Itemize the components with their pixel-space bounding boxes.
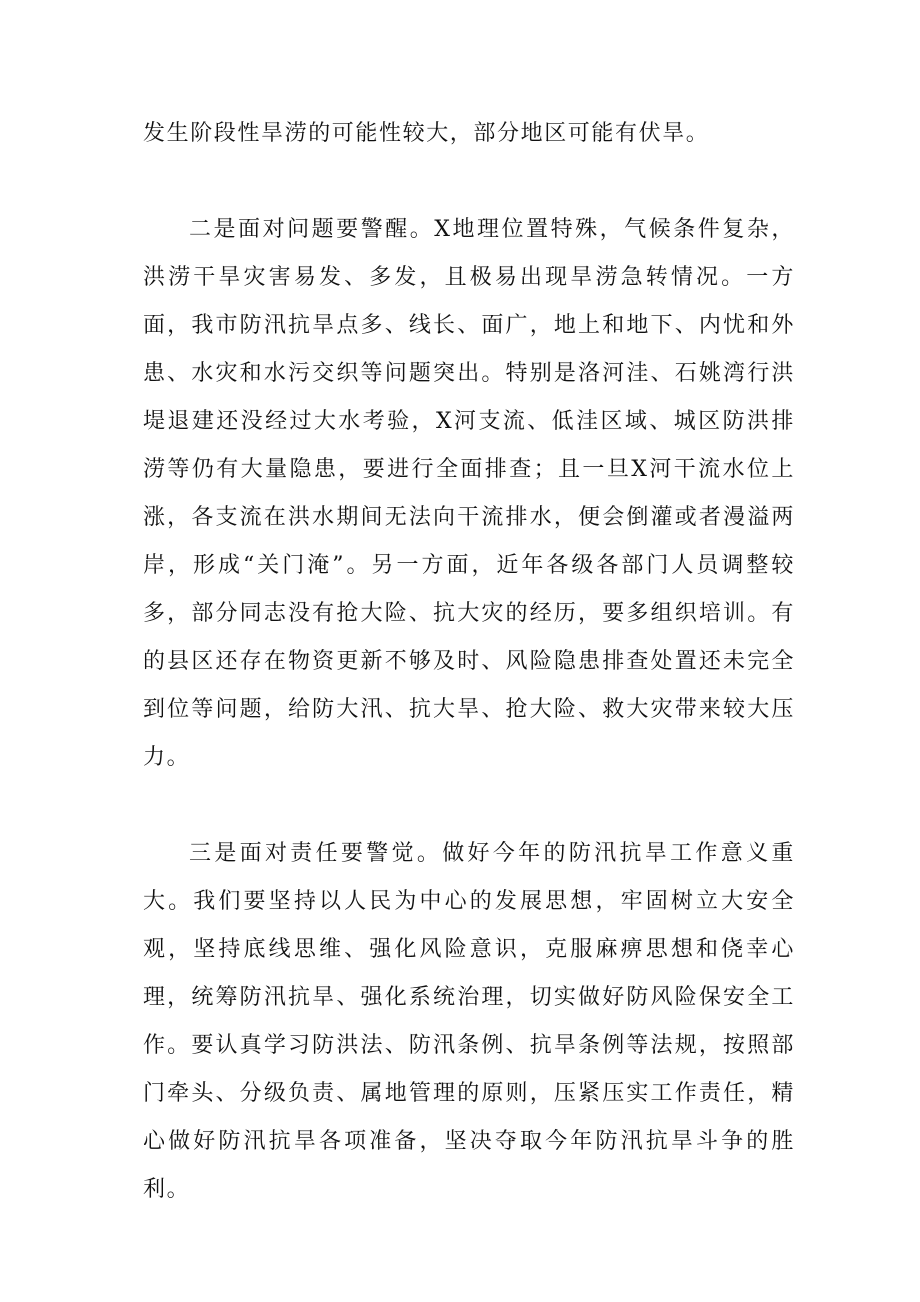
paragraph-continuation: 发生阶段性旱涝的可能性较大，部分地区可能有伏旱。: [143, 121, 710, 146]
paragraph-problem-awareness: 二是面对问题要警醒。X地理位置特殊，气候条件复杂，洪涝干旱灾害易发、多发，且极易出现旱涝急转情况。一方面，我市防汛抗旱点多、线长、面广，地上和地下、内忧和外患、水灾和水污交织等问题突出。特别是洛河洼、石姚湾行洪堤退建还没经过大水考验，X河支流、低洼区域、城区防洪排涝等仍有大量隐患，要进行全面排查；且一旦X河干流水位上涨，各支流在洪水期间无法向干流排水，便会倒灌或者漫溢两岸，形成“关门淹”。另一方面，近年各级各部门人员调整较多，部分同志没有抢大险、抗大灾的经历，要多组织培训。有的县区还存在物资更新不够及时、风险隐患排查处置还未完全到位等问题，给防大汛、抗大旱、抢大险、救大灾带来较大压力。: [143, 217, 795, 770]
paragraph-responsibility-awareness: 三是面对责任要警觉。做好今年的防汛抗旱工作意义重大。我们要坚持以人民为中心的发展思想，牢固树立大安全观，坚持底线思维、强化风险意识，克服麻痹思想和侥幸心理，统筹防汛抗旱、强化系统治理，切实做好防风险保安全工作。要认真学习防洪法、防汛条例、抗旱条例等法规，按照部门牵头、分级负责、属地管理的原则，压紧压实工作责任，精心做好防汛抗旱各项准备，坚决夺取今年防汛抗旱斗争的胜利。: [143, 841, 795, 1202]
paragraph-gap: [143, 782, 795, 830]
document-body: [143, 110, 795, 1214]
paragraph-gap: [143, 158, 795, 206]
